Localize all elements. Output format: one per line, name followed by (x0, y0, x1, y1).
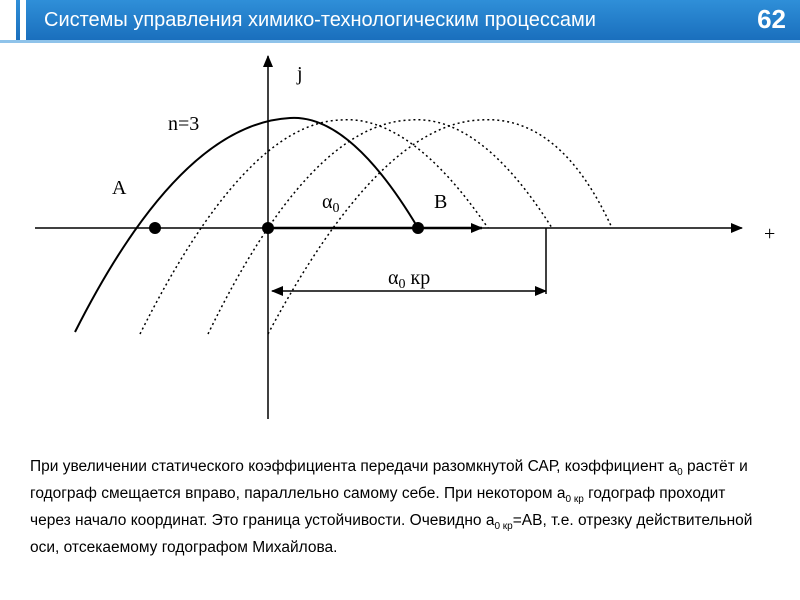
label-b: B (434, 191, 448, 213)
point-a (149, 222, 161, 234)
header-underline (0, 40, 800, 43)
alpha0-kr-label (388, 267, 430, 292)
alpha0-subscript: 0 (332, 201, 340, 216)
caption-part-1: При увеличении статического коэффициента передачи разомкнутой САР, коэффициент а (30, 458, 678, 475)
header-bar (0, 0, 800, 40)
alpha0-kr-suffix: кр (405, 267, 431, 289)
origin-point (262, 222, 274, 234)
caption-part-3: годограф проходит через начало координат. Это граница устойчивости. Очевидно а (30, 485, 726, 530)
caption-text (30, 456, 770, 558)
caption-part-2: растёт и годограф смещается вправо, параллельно самому себе. При некотором а (30, 458, 748, 503)
caption-sub-1: 0 (677, 467, 683, 479)
header-stripe (0, 0, 16, 40)
axis-plus-label: + (764, 223, 776, 245)
alpha0-kr-subscript: 0 (398, 277, 406, 292)
caption-sub-2: 0 кр (565, 494, 584, 506)
label-a: A (112, 177, 127, 199)
alpha0-kr-symbol: α (388, 267, 399, 289)
curve-n-label: n=3 (168, 113, 200, 135)
point-b (412, 222, 424, 234)
header-stripe-thin (20, 0, 26, 40)
caption-sub-3: 0 кр (494, 521, 513, 533)
alpha0-symbol: α (322, 191, 333, 213)
hodograph-curve (75, 118, 418, 332)
page-number: 62 (757, 4, 786, 34)
hodograph-diagram (0, 44, 800, 444)
axis-j-label: j (297, 63, 303, 85)
alpha0-label (322, 191, 339, 216)
caption-part-4: =АВ, т.е. отрезку действительной оси, отсекаемому годографом Михайлова. (30, 512, 753, 557)
page-title: Системы управления химико-технологическим процессами (44, 9, 596, 31)
